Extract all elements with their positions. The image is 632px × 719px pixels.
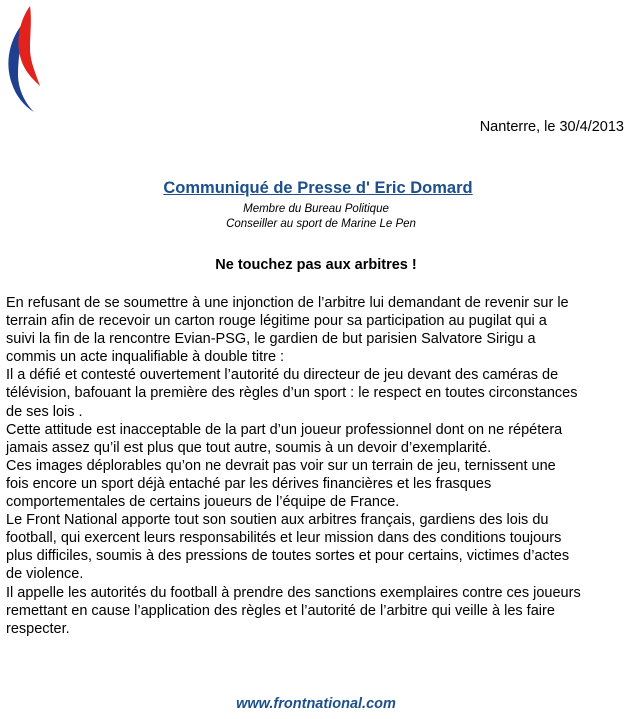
body-line: comportementales de certains joueurs de l’équipe de France. xyxy=(6,494,400,511)
body-line: jamais assez qu’il est plus que tout autre, soumis à un devoir d’exemplarité. xyxy=(6,439,492,456)
body-line: remettant en cause l’application des règles et l’autorité de l’arbitre qui veille à les faire xyxy=(6,602,555,619)
body-line: commis un acte inqualifiable à double titre : xyxy=(6,349,285,366)
tricolor-flame-icon xyxy=(4,4,44,114)
body-line: de violence. xyxy=(6,566,84,583)
author-role-1: Membre du Bureau Politique xyxy=(243,203,389,215)
party-logo xyxy=(4,4,44,114)
headline: Ne touchez pas aux arbitres ! xyxy=(215,257,417,273)
body-line: Le Front National apporte tout son soutien aux arbitres français, gardiens des lois du xyxy=(6,512,549,529)
body-line: de ses lois . xyxy=(6,403,83,420)
body-line: respecter. xyxy=(6,620,70,637)
body-text xyxy=(6,294,626,638)
press-release-header xyxy=(0,179,632,232)
body-line: Cette attitude est inacceptable de la part d’un joueur professionnel dont on ne répétera xyxy=(6,421,563,438)
body-line: terrain afin de recevoir un carton rouge légitime pour sa participation au pugilat qui a xyxy=(6,313,547,330)
body-line: suivi la fin de la rencontre Evian-PSG, le gardien de but parisien Salvatore Sirigu a xyxy=(6,331,536,348)
date-line: Nanterre, le 30/4/2013 xyxy=(479,119,624,135)
author-role-2: Conseiller au sport de Marine Le Pen xyxy=(226,218,416,230)
body-line: télévision, bafouant la première des règles d’un sport : le respect en toutes circonstances xyxy=(6,385,578,402)
body-line: En refusant de se soumettre à une injonction de l’arbitre lui demandant de revenir sur le xyxy=(6,295,569,311)
body-line: plus difficiles, soumis à des pressions de toutes sortes et pour certains, victimes d’actes xyxy=(6,548,570,565)
body-line: Ces images déplorables qu’on ne devrait pas voir sur un terrain de jeu, ternissent une xyxy=(6,457,556,474)
body-line: Il appelle les autorités du football à prendre des sanctions exemplaires contre ces joueurs xyxy=(6,584,581,601)
body-line: football, qui exercent leurs responsabilités et leur mission dans des conditions toujours xyxy=(6,530,562,547)
press-release-title: Communiqué de Presse d' Eric Domard xyxy=(163,179,473,197)
body-line: Il a défié et contesté ouvertement l’autorité du directeur de jeu devant des caméras de xyxy=(6,367,559,384)
body-line: fois encore un sport déjà entaché par les dérives financières et les frasques xyxy=(6,475,492,492)
flame-red-stroke xyxy=(18,6,40,86)
website-link[interactable]: www.frontnational.com xyxy=(236,696,396,712)
